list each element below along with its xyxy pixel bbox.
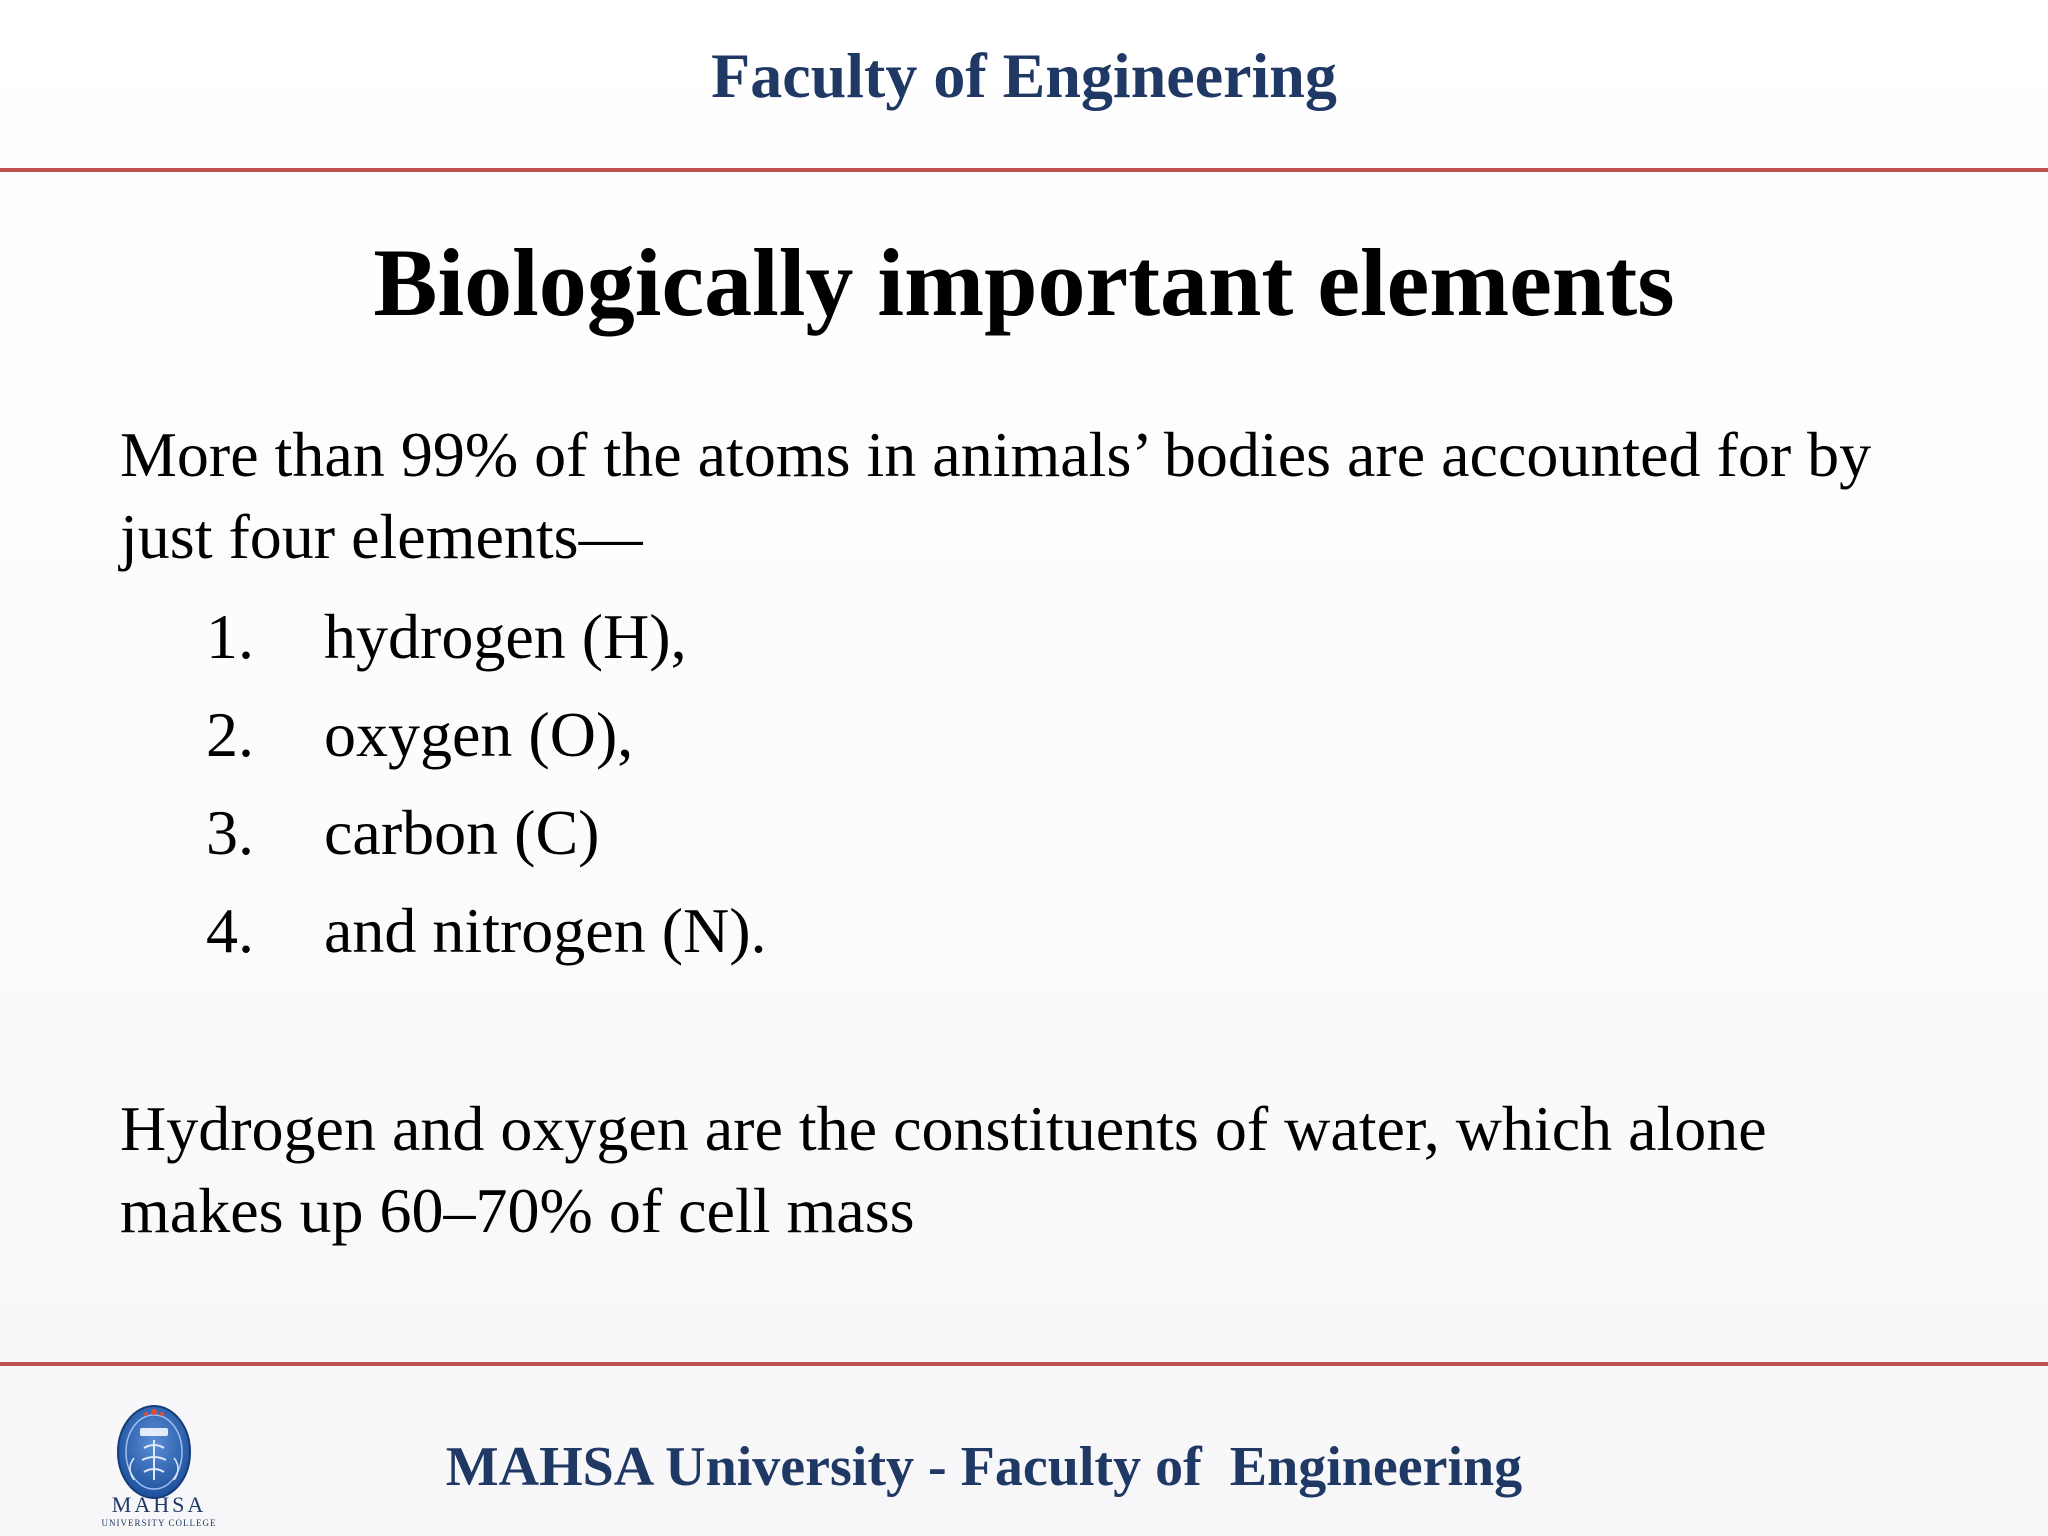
- list-item-number: 3.: [206, 797, 254, 868]
- list-item: [206, 792, 767, 890]
- list-item: [206, 596, 767, 694]
- list-item-number: 4.: [206, 895, 254, 966]
- list-item: [206, 694, 767, 792]
- header-title: Faculty of Engineering: [711, 40, 1337, 111]
- list-item-text: hydrogen (H),: [324, 601, 687, 672]
- intro-paragraph: More than 99% of the atoms in animals’ bodies are accounted for by just four elements—: [120, 419, 1872, 572]
- list-item: [206, 890, 767, 988]
- list-item-number: 1.: [206, 601, 254, 672]
- outro-paragraph: Hydrogen and oxygen are the constituents of water, which alone makes up 60–70% of cell mass: [120, 1093, 1767, 1246]
- footer-title: [0, 1432, 1968, 1502]
- elements-list: [206, 596, 767, 988]
- list-item-number: 2.: [206, 699, 254, 770]
- footer-title-text: MAHSA University - Faculty of Engineering: [445, 1436, 1523, 1498]
- list-item-text: oxygen (O),: [324, 699, 634, 770]
- list-item-text: carbon (C): [324, 797, 600, 868]
- logo-subtitle: UNIVERSITY COLLEGE: [101, 1518, 217, 1528]
- slide-title: Biologically important elements: [373, 229, 1675, 336]
- list-item-text: and nitrogen (N).: [324, 895, 767, 966]
- logo-wordmark: MAHSA: [111, 1492, 207, 1517]
- header-divider: [0, 168, 2048, 172]
- footer-divider: [0, 1362, 2048, 1366]
